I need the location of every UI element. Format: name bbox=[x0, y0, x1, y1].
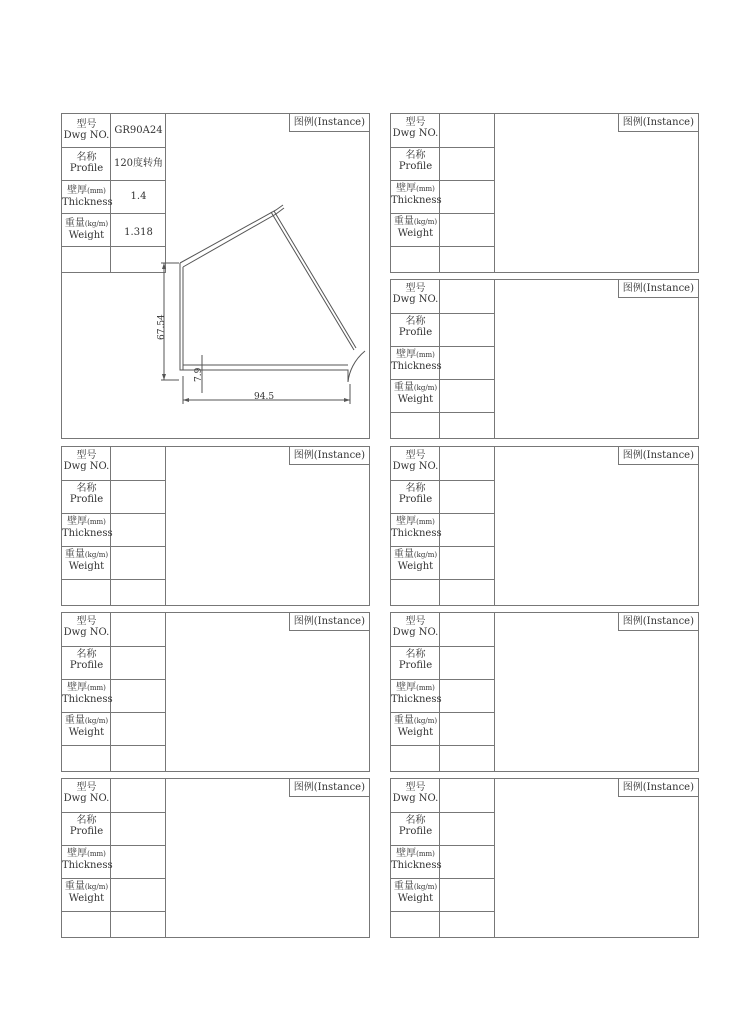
instance-label: 图例(Instance) bbox=[618, 779, 698, 797]
dim-height-text: 67.54 bbox=[157, 314, 167, 340]
spec-card-4 bbox=[61, 446, 370, 606]
weight-label: 重量(kg/m) Weight bbox=[64, 881, 109, 904]
thickness-label: 壁厚(mm) Thickness bbox=[62, 516, 113, 539]
instance-label: 图例(Instance) bbox=[289, 447, 369, 465]
thickness-label: 壁厚(mm) Thickness bbox=[62, 185, 113, 208]
spec-card-8 bbox=[61, 778, 370, 938]
profile-outline-inner bbox=[183, 267, 348, 365]
thickness-label: 壁厚(mm) Thickness bbox=[62, 848, 113, 871]
instance-label: 图例(Instance) bbox=[618, 280, 698, 298]
weight-label: 重量(kg/m) Weight bbox=[393, 382, 438, 405]
dwg-label: 型号 Dwg NO. bbox=[63, 450, 110, 472]
thickness-label: 壁厚(mm) Thickness bbox=[391, 848, 442, 871]
weight-label: 重量(kg/m) Weight bbox=[64, 715, 109, 738]
dwg-label: 型号 Dwg NO. bbox=[392, 450, 439, 472]
value-column bbox=[111, 779, 166, 937]
profile-label: 名称 Profile bbox=[398, 316, 433, 338]
spec-card-9 bbox=[390, 778, 699, 938]
instance-label: 图例(Instance) bbox=[618, 114, 698, 132]
spec-card-3 bbox=[390, 279, 699, 439]
dwg-label: 型号 Dwg NO. bbox=[392, 782, 439, 804]
profile-diagonal bbox=[271, 212, 354, 350]
dwg-label: 型号 Dwg NO. bbox=[63, 616, 110, 638]
dim-lip-text: 7.9 bbox=[194, 367, 204, 382]
weight-label: 重量(kg/m) Weight bbox=[393, 715, 438, 738]
profile-diagonal-inner bbox=[274, 211, 356, 348]
weight-label: 重量(kg/m) Weight bbox=[393, 216, 438, 239]
value-column bbox=[111, 447, 166, 605]
spec-card-2 bbox=[390, 113, 699, 273]
dwg-label: 型号 Dwg NO. bbox=[63, 782, 110, 804]
value-column bbox=[440, 114, 495, 272]
profile-arm-top-inner bbox=[183, 208, 284, 267]
weight-label: 重量(kg/m) Weight bbox=[393, 549, 438, 572]
instance-label: 图例(Instance) bbox=[289, 613, 369, 631]
instance-label: 图例(Instance) bbox=[289, 779, 369, 797]
spec-card-6 bbox=[61, 612, 370, 772]
value-column bbox=[440, 447, 495, 605]
spec-card-5 bbox=[390, 446, 699, 606]
instance-label: 图例(Instance) bbox=[618, 447, 698, 465]
value-column bbox=[440, 613, 495, 771]
thickness-label: 壁厚(mm) Thickness bbox=[391, 349, 442, 372]
spec-card-1 bbox=[61, 113, 370, 439]
value-column bbox=[111, 613, 166, 771]
dwg-label: 型号 Dwg NO. bbox=[392, 283, 439, 305]
profile-label: 名称 Profile bbox=[69, 483, 104, 505]
profile-arm-top bbox=[180, 205, 283, 263]
instance-label: 图例(Instance) bbox=[289, 114, 369, 132]
thickness-label: 壁厚(mm) Thickness bbox=[391, 682, 442, 705]
instance-label: 图例(Instance) bbox=[618, 613, 698, 631]
dwg-label: 型号 Dwg NO. bbox=[63, 119, 110, 141]
weight-label: 重量(kg/m) Weight bbox=[64, 218, 109, 241]
profile-label: 名称 Profile bbox=[398, 815, 433, 837]
dim-width-text: 94.5 bbox=[254, 392, 275, 402]
dwg-label: 型号 Dwg NO. bbox=[392, 117, 439, 139]
dwg-value: GR90A24 bbox=[114, 125, 163, 136]
thickness-label: 壁厚(mm) Thickness bbox=[62, 682, 113, 705]
thickness-value: 1.4 bbox=[130, 191, 147, 202]
profile-label: 名称 Profile bbox=[69, 152, 104, 174]
profile-drawing bbox=[62, 114, 371, 440]
profile-label: 名称 Profile bbox=[398, 150, 433, 172]
value-column bbox=[440, 280, 495, 438]
value-column bbox=[440, 779, 495, 937]
dwg-label: 型号 Dwg NO. bbox=[392, 616, 439, 638]
profile-label: 名称 Profile bbox=[398, 483, 433, 505]
thickness-label: 壁厚(mm) Thickness bbox=[391, 516, 442, 539]
weight-label: 重量(kg/m) Weight bbox=[393, 881, 438, 904]
profile-label: 名称 Profile bbox=[69, 649, 104, 671]
profile-label: 名称 Profile bbox=[398, 649, 433, 671]
weight-label: 重量(kg/m) Weight bbox=[64, 549, 109, 572]
thickness-label: 壁厚(mm) Thickness bbox=[391, 183, 442, 206]
profile-value: 120度转角 bbox=[113, 158, 164, 169]
profile-label: 名称 Profile bbox=[69, 815, 104, 837]
weight-value: 1.318 bbox=[124, 227, 153, 238]
spec-card-7 bbox=[390, 612, 699, 772]
